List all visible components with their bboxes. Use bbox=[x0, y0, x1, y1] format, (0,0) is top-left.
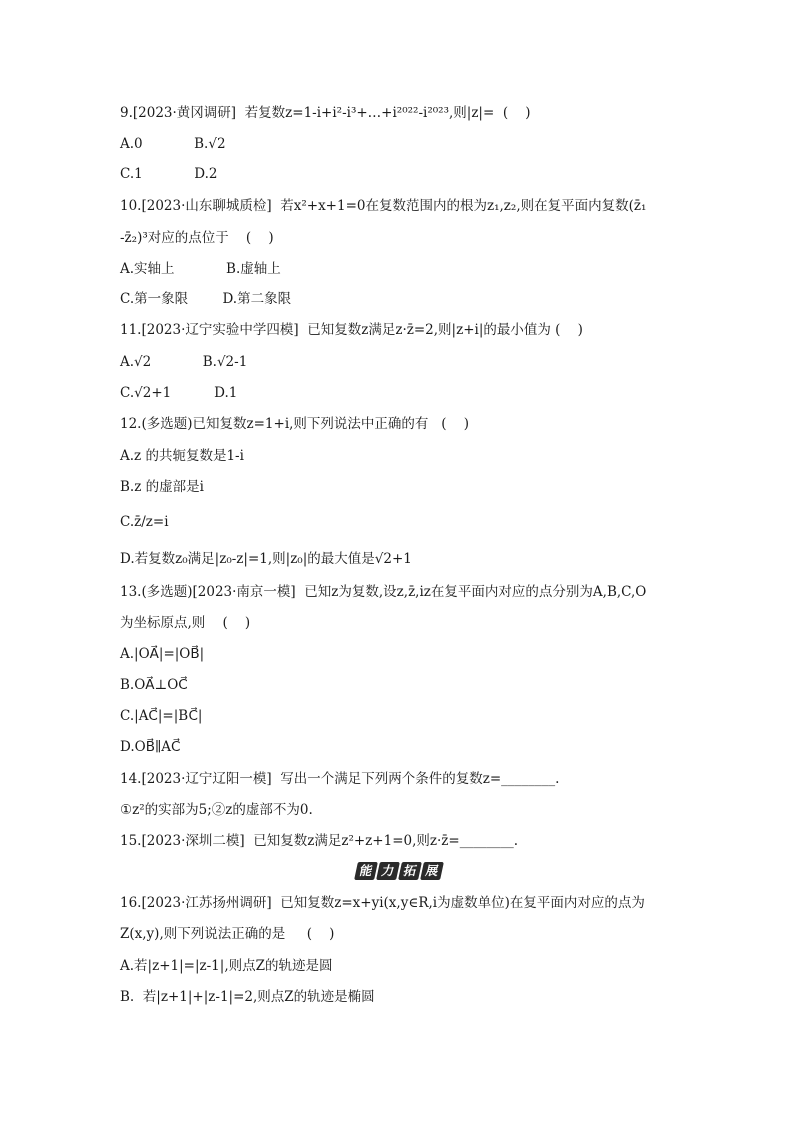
problem-10-stem: 10.[2023·山东聊城质检] 若x²+x+1=0在复数范围内的根为z₁,z₂,则在复平面内复数(z̄₁ bbox=[120, 198, 647, 214]
badge-char: 力 bbox=[376, 862, 400, 880]
problem-13-option-a: A.|OA⃗|=|OB⃗| bbox=[120, 646, 205, 662]
problem-16-option-a: A.若|z+1|=|z-1|,则点Z的轨迹是圆 bbox=[120, 958, 333, 974]
problem-11-options-ab: A.√2 B.√2-1 bbox=[120, 354, 248, 370]
problem-13-stem: 13.(多选题)[2023·南京一模] 已知z为复数,设z,z̄,iz在复平面内对应的点分别为A,B,C,O bbox=[120, 584, 647, 600]
problem-12-option-d: D.若复数z₀满足|z₀-z|=1,则|z₀|的最大值是√2+1 bbox=[120, 551, 412, 567]
problem-10-options-cd: C.第一象限 D.第二象限 bbox=[120, 291, 292, 307]
problem-13-option-b: B.OA⃗⊥OC⃗ bbox=[120, 677, 188, 693]
problem-12-option-b: B.z 的虚部是i bbox=[120, 479, 204, 495]
problem-14-conditions: ①z²的实部为5;②z的虚部不为0. bbox=[120, 802, 313, 818]
section-badge bbox=[356, 862, 444, 880]
problem-12-option-a: A.z 的共轭复数是1-i bbox=[120, 448, 244, 464]
problem-12-stem: 12.(多选题)已知复数z=1+i,则下列说法中正确的有 ( ) bbox=[120, 416, 470, 432]
problem-13-option-d: D.OB⃗∥AC⃗ bbox=[120, 739, 181, 755]
problem-14-stem: 14.[2023·辽宁辽阳一模] 写出一个满足下列两个条件的复数z=________. bbox=[120, 771, 560, 787]
problem-13-option-c: C.|AC⃗|=|BC⃗| bbox=[120, 708, 203, 724]
badge-char: 拓 bbox=[398, 862, 422, 880]
problem-11-options-cd: C.√2+1 D.1 bbox=[120, 385, 238, 401]
problem-10-stem-cont: -z̄₂)³对应的点位于 ( ) bbox=[120, 230, 274, 246]
problem-9-options-ab: A.0 B.√2 bbox=[120, 136, 226, 152]
badge-char: 能 bbox=[354, 862, 378, 880]
problem-12-option-c: C.z̄/z=i bbox=[120, 514, 169, 530]
problem-10-options-ab: A.实轴上 B.虚轴上 bbox=[120, 261, 281, 277]
problem-16-stem: 16.[2023·江苏扬州调研] 已知复数z=x+yi(x,y∈R,i为虚数单位)在复平面内对应的点为 bbox=[120, 895, 645, 911]
badge-char: 展 bbox=[420, 862, 444, 880]
problem-16-stem-cont: Z(x,y),则下列说法正确的是 ( ) bbox=[120, 926, 335, 942]
problem-16-option-b: B. 若|z+1|+|z-1|=2,则点Z的轨迹是椭圆 bbox=[120, 989, 375, 1005]
problem-15-stem: 15.[2023·深圳二模] 已知复数z满足z²+z+1=0,则z·z̄=________. bbox=[120, 833, 519, 849]
problem-9-options-cd: C.1 D.2 bbox=[120, 166, 218, 182]
problem-9-stem: 9.[2023·黄冈调研] 若复数z=1-i+i²-i³+…+i²⁰²²-i²⁰²³,则|z|= ( ) bbox=[120, 105, 531, 121]
problem-13-stem-cont: 为坐标原点,则 ( ) bbox=[120, 615, 251, 631]
problem-11-stem: 11.[2023·辽宁实验中学四模] 已知复数z满足z·z̄=2,则|z+i|的最小值为 ( ) bbox=[120, 322, 583, 338]
